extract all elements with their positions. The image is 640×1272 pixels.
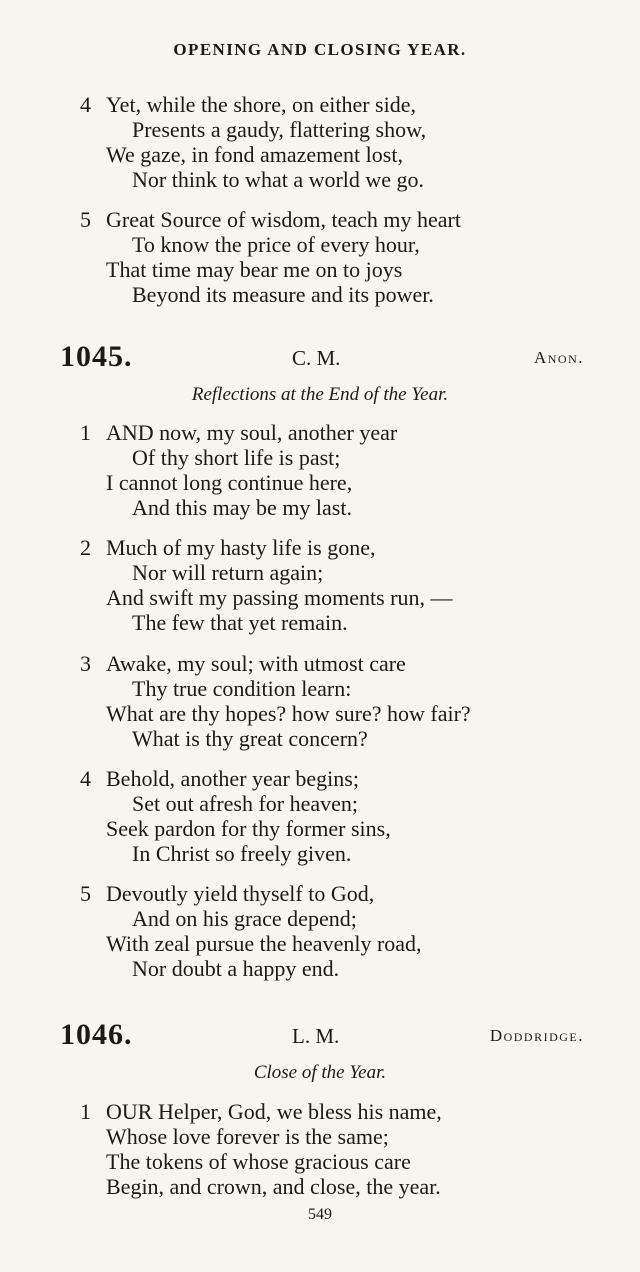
verse-line: Whose love forever is the same; xyxy=(106,1124,389,1149)
verse-number: 1 xyxy=(80,420,91,445)
verse-line: OUR Helper, God, we bless his name, xyxy=(106,1099,442,1124)
verse-number: 1 xyxy=(80,1099,91,1124)
hymn-1046-title: Close of the Year. xyxy=(253,1062,387,1083)
verse-line: Beyond its measure and its power. xyxy=(132,282,434,307)
hymn-1045-heading xyxy=(0,340,640,380)
verse-line: To know the price of every hour, xyxy=(132,232,420,257)
hymn-1045-title: Reflections at the End of the Year. xyxy=(191,384,449,405)
verse-line: Of thy short life is past; xyxy=(132,445,341,470)
hymn-1046-heading xyxy=(0,1018,640,1058)
verse-line: Devoutly yield thyself to God, xyxy=(106,881,375,906)
hymn-author: Anon. xyxy=(533,348,584,367)
verse-number: 4 xyxy=(80,766,91,791)
verse-number: 2 xyxy=(80,535,91,560)
hymn-meter: C. M. xyxy=(292,346,341,370)
verse-line: Seek pardon for thy former sins, xyxy=(106,816,391,841)
verse-line: Nor think to what a world we go. xyxy=(132,167,425,192)
verse-line: Thy true condition learn: xyxy=(132,676,352,701)
verse-line: Behold, another year begins; xyxy=(106,766,359,791)
verse-line: We gaze, in fond amazement lost, xyxy=(106,142,403,167)
hymn-1045-verse-4 xyxy=(80,766,391,866)
hymn-author: Doddridge. xyxy=(489,1026,584,1045)
hymn-1045-verse-2 xyxy=(80,535,453,635)
verse-line: Nor will return again; xyxy=(132,560,324,585)
verse-line: Nor doubt a happy end. xyxy=(132,956,340,981)
verse-line: What is thy great concern? xyxy=(132,726,368,751)
verse-line: The tokens of whose gracious care xyxy=(106,1149,411,1174)
verse-line: What are thy hopes? how sure? how fair? xyxy=(106,701,471,726)
verse-4-top xyxy=(80,92,426,192)
verse-line: Begin, and crown, and close, the year. xyxy=(106,1174,441,1199)
hymn-1045-verse-5 xyxy=(80,881,422,981)
hymn-1045-verse-3 xyxy=(80,651,471,751)
hymn-1046-verse-1 xyxy=(80,1099,442,1199)
verse-line: Much of my hasty life is gone, xyxy=(106,535,376,560)
running-head: OPENING AND CLOSING YEAR. xyxy=(173,40,467,59)
hymn-1045-verse-1 xyxy=(80,420,397,520)
page-number: 549 xyxy=(308,1206,332,1223)
verse-line: Presents a gaudy, flattering show, xyxy=(132,117,427,142)
verse-line: Great Source of wisdom, teach my heart xyxy=(106,207,461,232)
verse-line: And swift my passing moments run, — xyxy=(106,585,453,610)
verse-number: 4 xyxy=(80,92,91,117)
verse-line: With zeal pursue the heavenly road, xyxy=(106,931,422,956)
verse-number: 5 xyxy=(80,881,91,906)
hymn-meter: L. M. xyxy=(292,1024,340,1048)
verse-line: And on his grace depend; xyxy=(132,906,357,931)
verse-line: Yet, while the shore, on either side, xyxy=(106,92,416,117)
verse-line: In Christ so freely given. xyxy=(132,841,352,866)
verse-line: The few that yet remain. xyxy=(132,610,348,635)
verse-line: I cannot long continue here, xyxy=(106,470,353,495)
verse-line: Set out afresh for heaven; xyxy=(132,791,359,816)
verse-5-top xyxy=(80,207,461,307)
hymn-number: 1045. xyxy=(60,340,133,373)
verse-number: 3 xyxy=(80,651,91,676)
verse-line: Awake, my soul; with utmost care xyxy=(106,651,406,676)
verse-line: AND now, my soul, another year xyxy=(106,420,398,445)
verse-line: That time may bear me on to joys xyxy=(106,257,403,282)
verse-number: 5 xyxy=(80,207,91,232)
verse-line: And this may be my last. xyxy=(132,495,352,520)
hymn-number: 1046. xyxy=(60,1018,133,1051)
